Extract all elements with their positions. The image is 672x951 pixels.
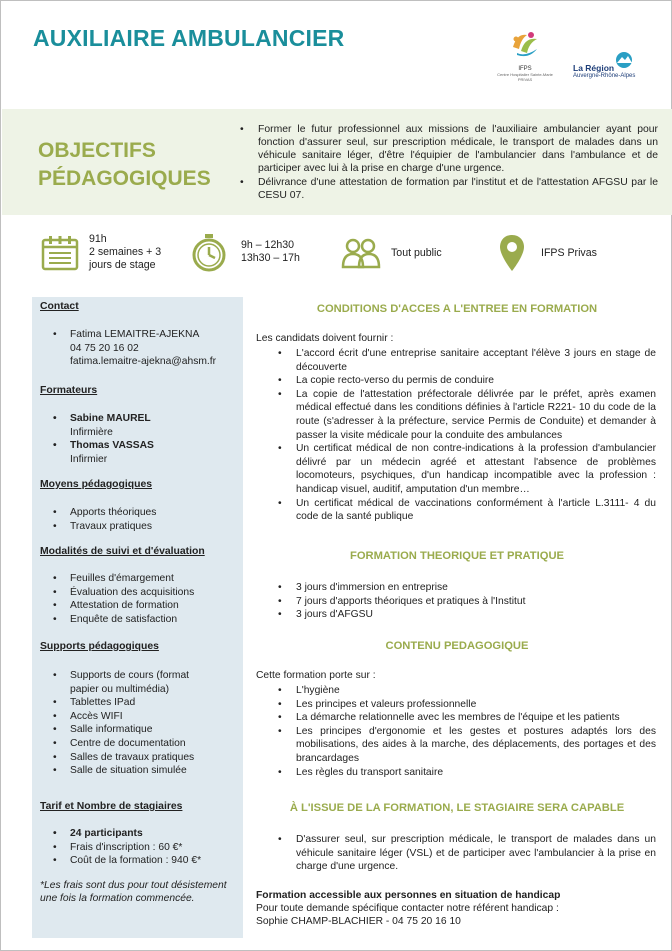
hours-info bbox=[241, 239, 300, 265]
formation-item: • 3 jours d'immersion en entreprise bbox=[276, 581, 656, 595]
formateur-role: Infirmière bbox=[70, 426, 113, 438]
moyens-list bbox=[40, 506, 240, 533]
tarif-cout: • Coût de la formation : 940 €* bbox=[40, 854, 240, 868]
contenu-heading: CONTENU PEDAGOGIQUE bbox=[385, 640, 529, 652]
sidebar bbox=[32, 297, 243, 938]
conditions-item: • L'accord écrit d'une entreprise sanitaire acceptant l'élève 3 jours en stage de découverte bbox=[276, 347, 656, 374]
formation-list bbox=[276, 581, 656, 622]
conditions-item: • La copie de l'attestation préfectorale délivrée par le préfet, après examen médical effectué dans les conditions définies à l'article R221- 10 du code de la route (s'adresser à la préfecture, service Permis de Conduite) et demander à passer la visite médicale pour la conduite des ambulances bbox=[276, 388, 656, 442]
supports-item: • Salle informatique bbox=[40, 723, 240, 737]
contact-phone: 04 75 20 16 02 bbox=[70, 342, 139, 354]
formation-item: • 3 jours d'AFGSU bbox=[276, 608, 656, 622]
info-bar bbox=[1, 223, 671, 287]
handicap-info bbox=[256, 889, 560, 928]
tarif-participants: • 24 participants bbox=[40, 827, 240, 841]
page-title: AUXILIAIRE AMBULANCIER bbox=[33, 25, 345, 51]
supports-heading: Supports pédagogiques bbox=[40, 641, 159, 652]
contact-name: • Fatima LEMAITRE-AJEKNA bbox=[40, 328, 240, 342]
people-icon bbox=[341, 237, 381, 269]
location-pin-icon bbox=[499, 233, 525, 273]
calendar-icon bbox=[41, 235, 79, 271]
modalites-item: • Attestation de formation bbox=[40, 599, 240, 613]
contact-heading: Contact bbox=[40, 301, 79, 312]
ifps-logo-name: IFPS bbox=[518, 66, 532, 72]
header bbox=[1, 1, 671, 107]
contact-list bbox=[40, 328, 240, 369]
objective-item: • Délivrance d'une attestation de formation par l'institut et de l'attestation AFGSU par le CESU 07. bbox=[238, 176, 658, 202]
issue-list bbox=[276, 833, 656, 874]
ifps-logo-sub: Centre Hospitalier Sainte-Marie PRIVAS bbox=[497, 72, 553, 82]
ifps-logo bbox=[493, 27, 557, 91]
formation-heading: FORMATION THEORIQUE ET PRATIQUE bbox=[349, 550, 564, 562]
issue-heading: À L'ISSUE DE LA FORMATION, LE STAGIAIRE SERA CAPABLE bbox=[289, 802, 625, 814]
location-info: IFPS Privas bbox=[541, 247, 597, 259]
tarif-list bbox=[40, 827, 240, 868]
supports-item: • Centre de documentation bbox=[40, 737, 240, 751]
hours-line1: 9h – 12h30 bbox=[241, 239, 295, 251]
conditions-heading: CONDITIONS D'ACCES A L'ENTREE EN FORMATION bbox=[316, 303, 598, 315]
contact-email[interactable]: fatima.lemaitre-ajekna@ahsm.fr bbox=[70, 356, 217, 368]
objectives-title-line1: OBJECTIFS bbox=[38, 139, 156, 162]
contenu-item: • Les règles du transport sanitaire bbox=[276, 766, 656, 780]
tarif-note: *Les frais sont dus pour tout désistement une fois la formation commencée. bbox=[40, 880, 227, 904]
region-logo-name: La Région bbox=[573, 63, 615, 73]
formation-item: • 7 jours d'apports théoriques et pratiques à l'Institut bbox=[276, 595, 656, 609]
hours-line2: 13h30 – 17h bbox=[241, 252, 300, 264]
modalites-item: • Évaluation des acquisitions bbox=[40, 586, 240, 600]
conditions-list bbox=[276, 347, 656, 524]
objectives-list bbox=[238, 123, 658, 203]
supports-item: • Salles de travaux pratiques bbox=[40, 751, 240, 765]
supports-item: • Accès WIFI bbox=[40, 710, 240, 724]
contenu-item: • La démarche relationnelle avec les membres de l'équipe et les patients bbox=[276, 711, 656, 725]
formateurs-list bbox=[40, 412, 240, 466]
objective-item: • Former le futur professionnel aux missions de l'auxiliaire ambulancier ayant pour fonction d'assurer seul, sur prescription médicale, le transport de malades dans un véhicule sanitaire léger, d'être l'équipier de l'ambulancier dans l'ambulance et de participer avec lui à la prise en charge d'une urgence. bbox=[238, 123, 658, 175]
supports-list bbox=[40, 669, 240, 778]
region-logo-sub: Auvergne-Rhône-Alpes bbox=[573, 73, 636, 79]
issue-item: • D'assurer seul, sur prescription médicale, le transport de malades dans un véhicule sanitaire léger (VSL) et de participer avec l'ambulancier à la prise en charge d'une urgence. bbox=[276, 833, 656, 874]
conditions-item: • Un certificat médical de vaccinations conformément à l'article L.3111- 4 du code de la santé publique bbox=[276, 497, 656, 524]
conditions-intro: Les candidats doivent fournir : bbox=[256, 333, 394, 344]
handicap-line1: Pour toute demande spécifique contacter notre référent handicap : bbox=[256, 903, 559, 914]
tarif-inscription: • Frais d'inscription : 60 €* bbox=[40, 841, 240, 855]
supports-item: • Salle de situation simulée bbox=[40, 764, 240, 778]
formateur-role: Infirmier bbox=[70, 453, 108, 465]
objectives-section bbox=[2, 109, 672, 215]
supports-item: • Supports de cours (format bbox=[40, 669, 240, 683]
handicap-title: Formation accessible aux personnes en situation de handicap bbox=[256, 890, 561, 901]
supports-item: • Tablettes IPad bbox=[40, 696, 240, 710]
modalites-heading: Modalités de suivi et d'évaluation bbox=[40, 546, 205, 557]
modalites-list bbox=[40, 572, 240, 626]
duration-line3: jours de stage bbox=[89, 259, 156, 271]
moyens-item: • Apports théoriques bbox=[40, 506, 240, 520]
formateurs-heading: Formateurs bbox=[40, 385, 98, 396]
ifps-logo-icon bbox=[503, 27, 547, 61]
duration-line1: 91h bbox=[89, 233, 107, 245]
modalites-item: • Feuilles d'émargement bbox=[40, 572, 240, 586]
tarif-heading: Tarif et Nombre de stagiaires bbox=[40, 801, 183, 812]
contenu-item: • Les principes d'ergonomie et les gestes et postures adaptés lors des mobilisations, des aides à la marche, des déplacements, des portages et des brancardages bbox=[276, 725, 656, 766]
audience-info: Tout public bbox=[391, 247, 442, 259]
duration-info bbox=[89, 233, 161, 272]
supports-item: papier ou multimédia) bbox=[70, 683, 170, 695]
objectives-title bbox=[38, 137, 228, 193]
modalites-item: • Enquête de satisfaction bbox=[40, 613, 240, 627]
contenu-item: • L'hygiène bbox=[276, 684, 656, 698]
duration-line2: 2 semaines + 3 bbox=[89, 246, 162, 258]
conditions-item: • Un certificat médical de non contre-indications à la profession d'ambulancier délivré par un médecin agréé et attestant l'absence de problèmes locomoteurs, psychiques, d'un handicap incompatible avec la profession : handicap visuel, auditif, amputation d'un membre… bbox=[276, 442, 656, 496]
contenu-item: • Les principes et valeurs professionnelle bbox=[276, 698, 656, 712]
clock-icon bbox=[190, 233, 228, 273]
handicap-contact: Sophie CHAMP-BLACHIER - 04 75 20 16 10 bbox=[256, 916, 461, 927]
contenu-intro: Cette formation porte sur : bbox=[256, 670, 376, 681]
moyens-item: • Travaux pratiques bbox=[40, 520, 240, 534]
objectives-title-line2: PÉDAGOGIQUES bbox=[38, 167, 211, 190]
conditions-item: • La copie recto-verso du permis de conduire bbox=[276, 374, 656, 388]
formateur-name: • Sabine MAUREL bbox=[40, 412, 240, 426]
contenu-list bbox=[276, 684, 656, 779]
formateur-name: • Thomas VASSAS bbox=[40, 439, 240, 453]
moyens-heading: Moyens pédagogiques bbox=[40, 479, 153, 490]
